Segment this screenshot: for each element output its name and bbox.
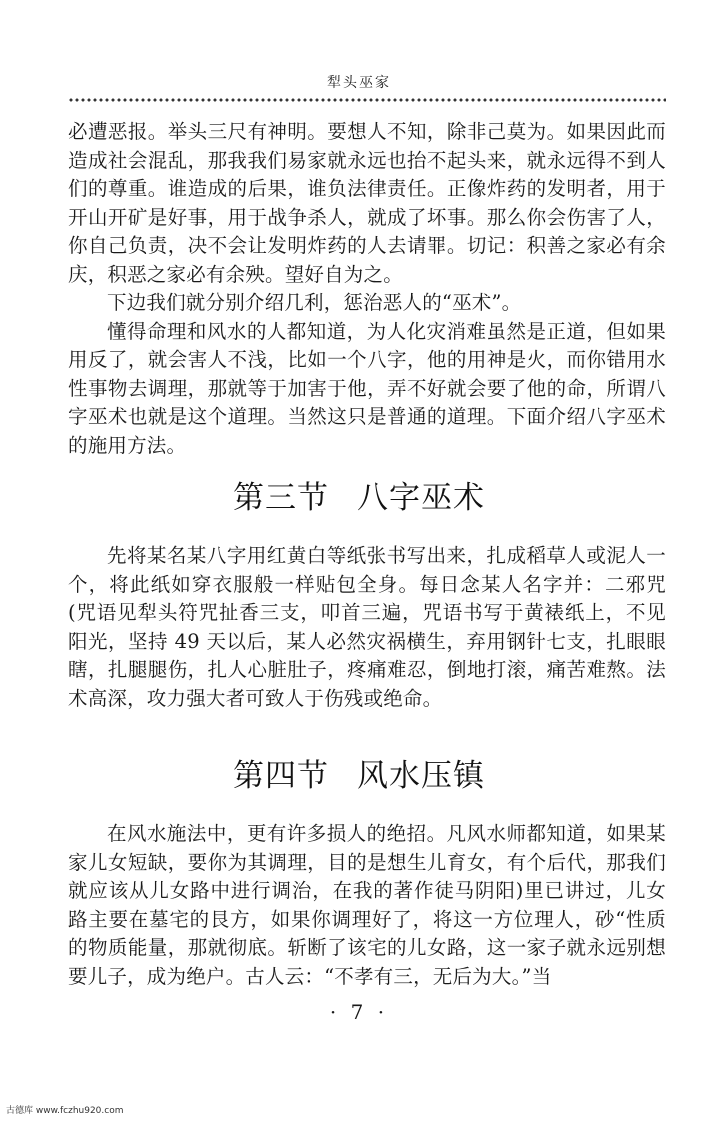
section-number: 第四节 [233,758,329,794]
paragraph: 懂得命理和风水的人都知道，为人化灾消难虽然是正道，但如果用反了，就会害人不浅，比如一个八字，他的用神是火，而你错用水性事物去调理，那就等于加害于他，弄不好就会要了他的命，所谓八字巫术也就是这个道理。当然这只是普通的道理。下面介绍八字巫术的施用方法。 [68,319,666,457]
intro-text-block [68,118,666,460]
running-header: 犁头巫家 [327,75,391,91]
paragraph: 必遭恶报。举头三尺有神明。要想人不知，除非己莫为。如果因此而造成社会混乱，那我我们易家就永远也抬不起头来，就永远得不到人们的尊重。谁造成的后果，谁负法律责任。正像炸药的发明者，用于开山开矿是好事，用于战争杀人，就成了坏事。那么你会伤害了人，你自己负责，决不会让发明炸药的人去请罪。切记：积善之家必有余庆，积恶之家必有余殃。望好自为之。 [68,120,666,286]
section-3-text-block [68,542,666,713]
page-number: · 7 · [329,1000,389,1024]
header-rule [68,97,666,103]
section-4-text-block [68,820,666,991]
site-watermark: 古德库 www.fczhu920.com [6,1106,124,1116]
section-heading-3 [0,472,718,517]
section-title: 风水压镇 [357,758,485,794]
section-heading-4 [0,750,718,795]
paragraph: 先将某名某八字用红黄白等纸张书写出来，扎成稻草人或泥人一个，将此纸如穿衣服般一样贴包全身。每日念某人名字并：二邪咒(咒语见犁头符咒扯香三支，叩首三遍，咒语书写于黄裱纸上，不见阳光，坚持 49 天以后，某人必然灾祸横生，弃用钢针七支，扎眼眼瞎，扎腿腿伤，扎人心脏肚子，疼痛难忍，倒地打滚，痛苦难熬。法术高深，攻力强大者可致人于伤残或绝命。 [68,544,666,710]
section-title: 八字巫术 [357,480,485,516]
section-number: 第三节 [233,480,329,516]
paragraph: 下边我们就分别介绍几利，惩治恶人的“巫术”。 [107,291,522,314]
paragraph: 在风水施法中，更有许多损人的绝招。凡风水师都知道，如果某家儿女短缺，要你为其调理，目的是想生儿育女，有个后代，那我们就应该从儿女路中进行调治，在我的著作徒马阴阳)里已讲过，儿女路主要在墓宅的艮方，如果你调理好了，将这一方位理人，砂“性质的物质能量，那就彻底。斩断了该宅的儿女路，这一家子就永远别想要儿子，成为绝户。古人云：“不孝有三，无后为大。”当 [68,822,666,988]
